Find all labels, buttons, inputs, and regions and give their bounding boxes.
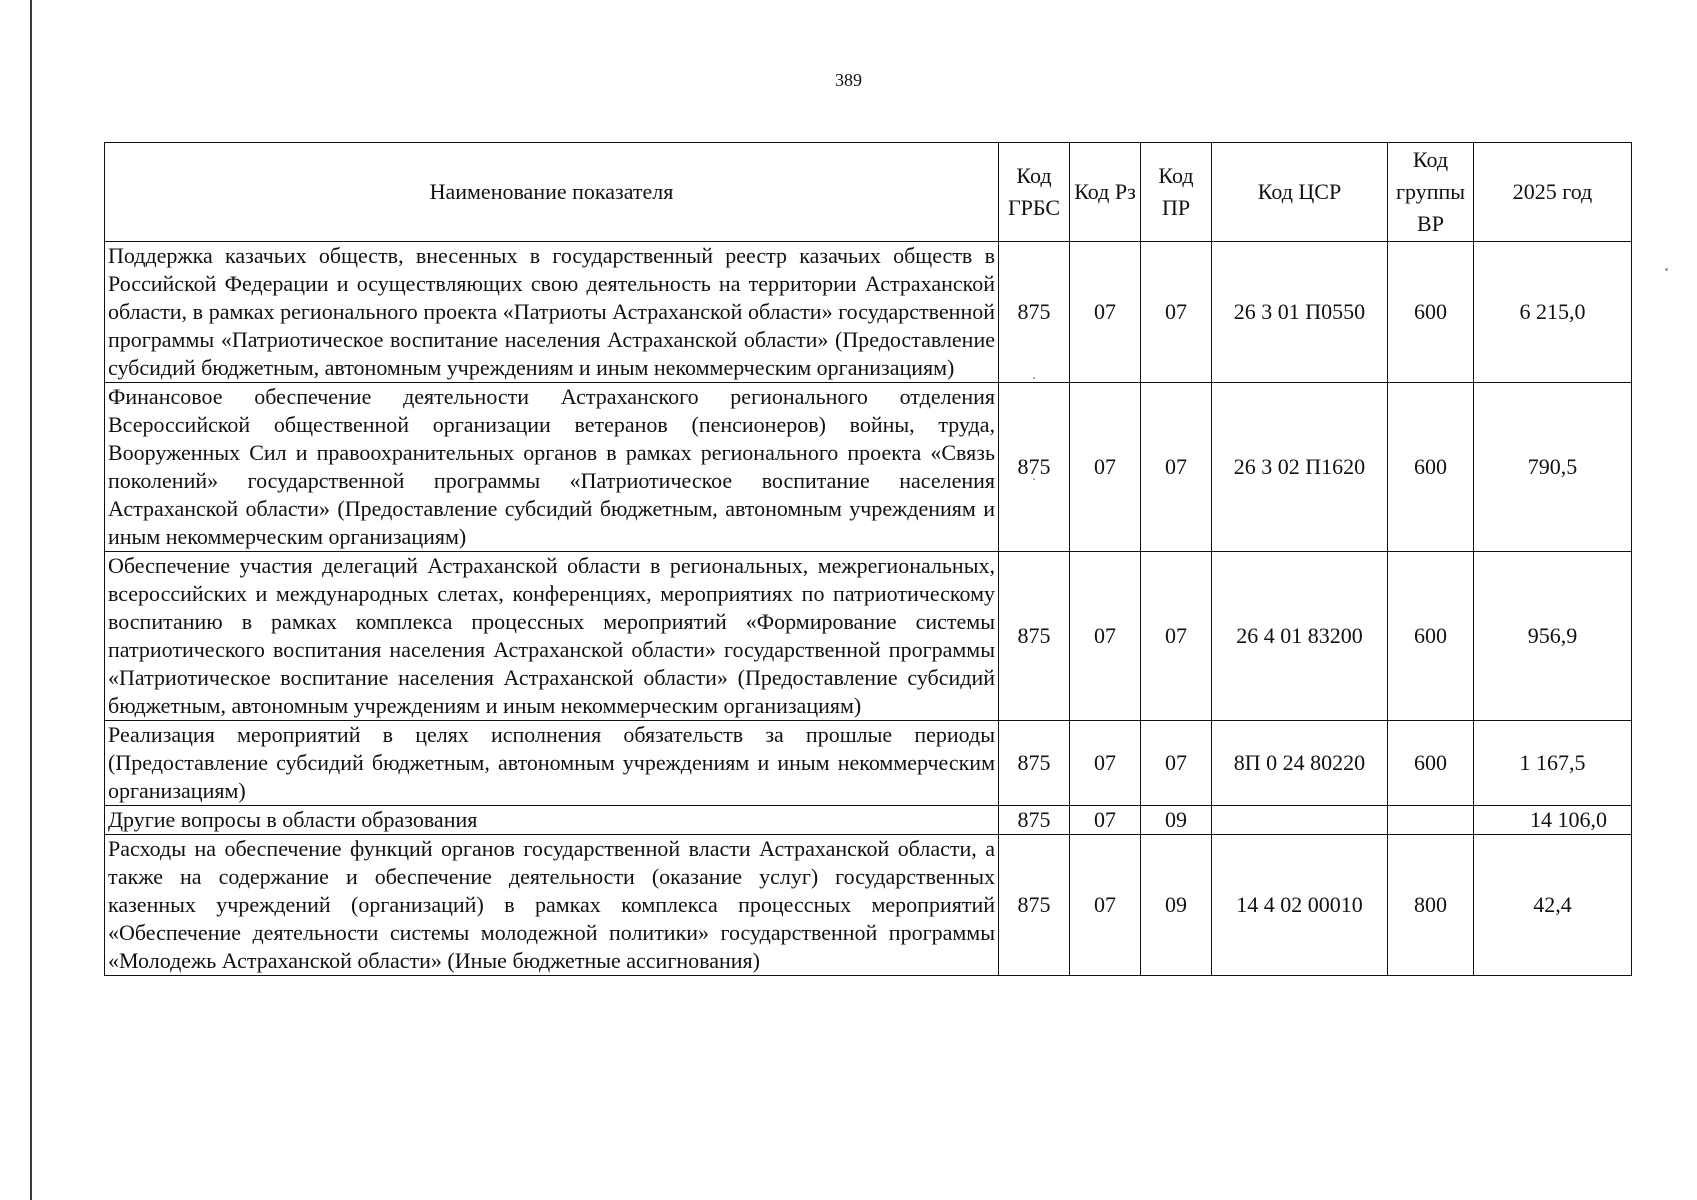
row-name: Другие вопросы в области образования: [105, 806, 999, 835]
row-amount: 956,9: [1474, 552, 1632, 721]
row-pr: 07: [1141, 721, 1212, 806]
row-name: Расходы на обеспечение функций органов государственной власти Астраханской области, а также на содержание и обеспечение деятельности (оказание услуг) государственных казенных учреждений (организаций) в рамках комплекса процессных мероприятий «Обеспечение деятельности системы молодежной политики» государственной программы «Молодежь Астраханской области» (Иные бюджетные ассигнования): [105, 835, 999, 976]
row-pr: 09: [1141, 806, 1212, 835]
row-pr: 07: [1141, 383, 1212, 552]
table-row-section: [105, 806, 1632, 835]
table-row: [105, 552, 1632, 721]
row-vr: 600: [1388, 242, 1474, 383]
row-grbs: 875: [999, 383, 1070, 552]
row-grbs: 875: [999, 721, 1070, 806]
row-pr: 09: [1141, 835, 1212, 976]
row-amount: 790,5: [1474, 383, 1632, 552]
header-rz: Код Рз: [1070, 143, 1141, 242]
header-year: 2025 год: [1474, 143, 1632, 242]
row-amount: 1 167,5: [1474, 721, 1632, 806]
header-vr: Код группы ВР: [1388, 143, 1474, 242]
header-name: Наименование показателя: [105, 143, 999, 242]
row-vr: 600: [1388, 721, 1474, 806]
table-row: [105, 242, 1632, 383]
row-rz: 07: [1070, 721, 1141, 806]
row-vr: 800: [1388, 835, 1474, 976]
row-grbs: 875: [999, 242, 1070, 383]
header-csr: Код ЦСР: [1212, 143, 1388, 242]
row-csr: 26 4 01 83200: [1212, 552, 1388, 721]
row-name: Реализация мероприятий в целях исполнения обязательств за прошлые периоды (Предоставление субсидий бюджетным, автономным учреждениям и иным некоммерческим организациям): [105, 721, 999, 806]
row-amount: 6 215,0: [1474, 242, 1632, 383]
row-amount: 42,4: [1474, 835, 1632, 976]
row-name: Поддержка казачьих обществ, внесенных в государственный реестр казачьих обществ в Российской Федерации и осуществляющих свою деятельность на территории Астраханской области, в рамках регионального проекта «Патриоты Астраханской области» государственной программы «Патриотическое воспитание населения Астраханской области» (Предоставление субсидий бюджетным, автономным учреждениям и иным некоммерческим организациям): [105, 242, 999, 383]
row-rz: 07: [1070, 242, 1141, 383]
row-vr: 600: [1388, 552, 1474, 721]
row-pr: 07: [1141, 552, 1212, 721]
row-csr: 14 4 02 00010: [1212, 835, 1388, 976]
row-csr: 26 3 02 П1620: [1212, 383, 1388, 552]
row-csr: 26 3 01 П0550: [1212, 242, 1388, 383]
row-name: Обеспечение участия делегаций Астраханской области в региональных, межрегиональных, всероссийских и международных слетах, конференциях, мероприятиях по патриотическому воспитанию в рамках комплекса процессных мероприятий «Формирование системы патриотического воспитания населения Астраханской области» государственной программы «Патриотическое воспитание населения Астраханской области» (Предоставление субсидий бюджетным, автономным учреждениям и иным некоммерческим организациям): [105, 552, 999, 721]
budget-table: [104, 142, 1632, 976]
row-grbs: 875: [999, 835, 1070, 976]
row-rz: 07: [1070, 835, 1141, 976]
row-rz: 07: [1070, 552, 1141, 721]
row-rz: 07: [1070, 383, 1141, 552]
table-row: [105, 835, 1632, 976]
row-pr: 07: [1141, 242, 1212, 383]
row-vr: 600: [1388, 383, 1474, 552]
row-name: Финансовое обеспечение деятельности Астраханского регионального отделения Всероссийской общественной организации ветеранов (пенсионеров) войны, труда, Вооруженных Сил и правоохранительных органов в рамках регионального проекта «Связь поколений» государственной программы «Патриотическое воспитание населения Астраханской области» (Предоставление субсидий бюджетным, автономным учреждениям и иным некоммерческим организациям): [105, 383, 999, 552]
binding-edge-line: [30, 0, 32, 1200]
page-number: 389: [835, 70, 862, 90]
row-csr: [1212, 806, 1388, 835]
table-header-row: [105, 143, 1632, 242]
row-grbs: 875: [999, 552, 1070, 721]
table-row: [105, 721, 1632, 806]
row-vr: [1388, 806, 1474, 835]
header-pr: Код ПР: [1141, 143, 1212, 242]
row-amount: 14 106,0: [1474, 806, 1632, 835]
row-csr: 8П 0 24 80220: [1212, 721, 1388, 806]
row-rz: 07: [1070, 806, 1141, 835]
table-row: [105, 383, 1632, 552]
scan-speck: [1665, 268, 1668, 271]
row-grbs: 875: [999, 806, 1070, 835]
header-grbs: Код ГРБС: [999, 143, 1070, 242]
